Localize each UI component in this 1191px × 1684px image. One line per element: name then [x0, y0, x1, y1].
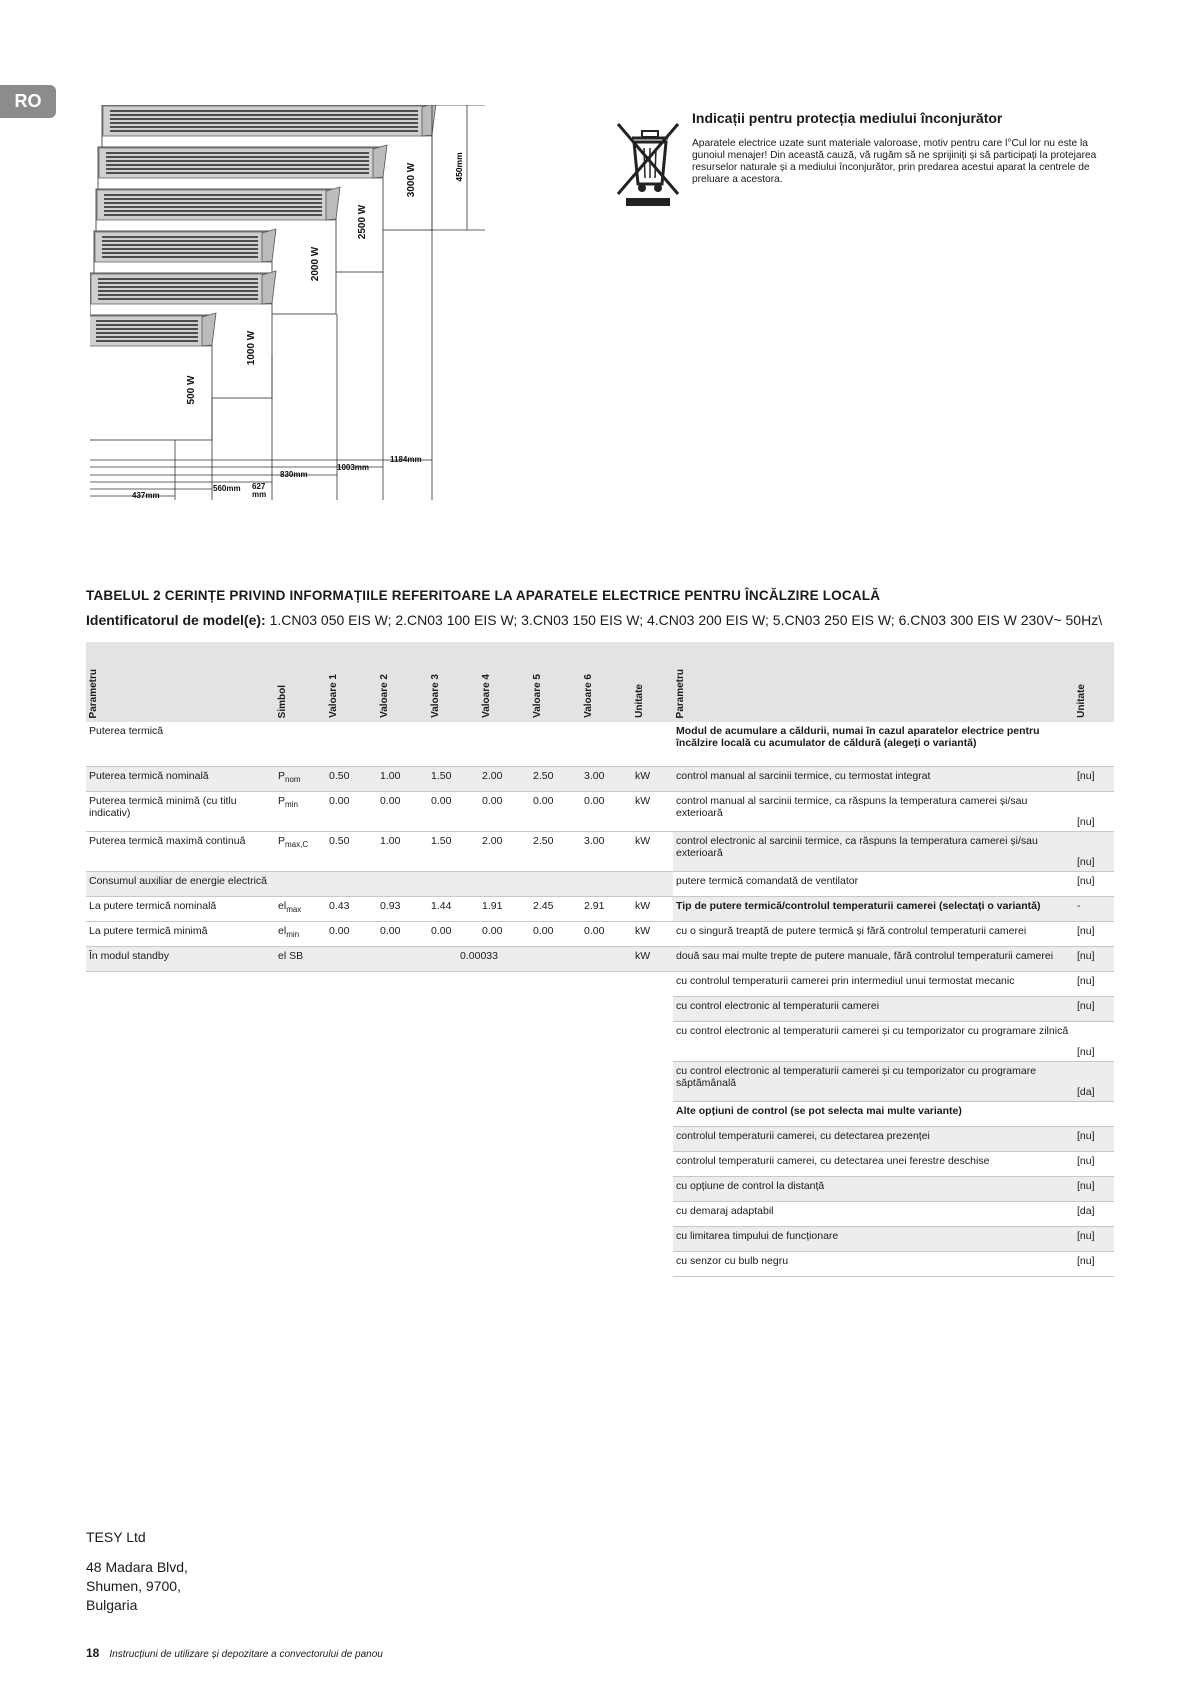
table-row [673, 996, 1114, 1021]
column-header-label: Parametru [675, 668, 686, 718]
table-row [673, 1176, 1114, 1201]
value-cell: 0.00 [479, 921, 530, 946]
value-cell: 0.00 [326, 921, 377, 946]
unit-cell [1074, 722, 1114, 766]
company-name: TESY Ltd [86, 1529, 146, 1545]
table-row [86, 946, 673, 971]
param-cell: La putere termică minimă [86, 921, 275, 946]
unit-cell: [nu] [1074, 946, 1114, 971]
value-cell: 2.50 [530, 766, 581, 791]
width-dimension-label: 560mm [213, 484, 241, 493]
symbol-cell [275, 871, 326, 896]
value-cell [428, 871, 479, 896]
unit-cell: [nu] [1074, 1021, 1114, 1061]
param-cell: cu senzor cu bulb negru [673, 1251, 1074, 1276]
param-cell: Puterea termică [86, 722, 275, 766]
symbol-subscript: max,C [285, 839, 309, 849]
param-cell: Alte opțiuni de control (se pot selecta mai multe variante) [673, 1101, 1074, 1126]
width-dimension-label: 830mm [280, 470, 308, 479]
table-row [673, 871, 1114, 896]
value-cell: 0.00 [530, 921, 581, 946]
svg-text:500 W: 500 W [186, 375, 197, 405]
unit-cell: kW [632, 831, 673, 871]
unit-cell: kW [632, 946, 673, 971]
table-title: TABELUL 2 CERINȚE PRIVIND INFORMAȚIILE REFERITOARE LA APARATELE ELECTRICE PENTRU ÎNCĂLZIRE LOCALĂ [86, 588, 881, 603]
value-cell [428, 722, 479, 766]
value-cell: 0.00 [428, 921, 479, 946]
column-header-label: Unitate [634, 684, 645, 718]
table-row [673, 1226, 1114, 1251]
column-header [581, 642, 632, 722]
language-tab: RO [0, 85, 56, 118]
unit-cell: [da] [1074, 1201, 1114, 1226]
standby-value-cell: 0.00033 [326, 946, 632, 971]
param-cell: În modul standby [86, 946, 275, 971]
param-cell: controlul temperaturii camerei, cu detectarea prezenței [673, 1126, 1074, 1151]
unit-cell: kW [632, 791, 673, 831]
param-cell: cu demaraj adaptabil [673, 1201, 1074, 1226]
model-value: 1.CN03 050 EIS W; 2.CN03 100 EIS W; 3.CN03 150 EIS W; 4.CN03 200 EIS W; 5.CN03 250 EIS W; 6.CN03 300 EIS W 230V~ 50Hz\ [265, 612, 1103, 628]
value-cell: 2.50 [530, 831, 581, 871]
column-header-label: Valoare 5 [532, 674, 543, 718]
symbol-cell [275, 722, 326, 766]
value-cell: 2.00 [479, 831, 530, 871]
model-identifier [86, 612, 1102, 628]
heater-panel [90, 313, 216, 440]
value-cell: 1.91 [479, 896, 530, 921]
unit-cell [632, 871, 673, 896]
column-header [673, 642, 1074, 722]
table-row [673, 921, 1114, 946]
width-dimension-label: 1184mm [390, 455, 422, 464]
table-row [673, 766, 1114, 791]
value-cell [377, 722, 428, 766]
environment-title: Indicații pentru protecția mediului înconjurător [692, 110, 1003, 126]
unit-cell: [nu] [1074, 971, 1114, 996]
address-line: Bulgaria [86, 1597, 138, 1613]
value-cell: 0.00 [377, 921, 428, 946]
unit-cell: [nu] [1074, 831, 1114, 871]
symbol-cell: $el_{max}$ [275, 896, 326, 921]
symbol-cell: $P_{max,C}$ [275, 831, 326, 871]
value-cell: 0.43 [326, 896, 377, 921]
column-header [479, 642, 530, 722]
width-dimension-label: 1003mm [337, 463, 370, 472]
value-cell [479, 722, 530, 766]
value-cell [377, 871, 428, 896]
value-cell [581, 722, 632, 766]
table-row [673, 1101, 1114, 1126]
value-cell: 2.91 [581, 896, 632, 921]
column-header [377, 642, 428, 722]
value-cell: 0.00 [581, 921, 632, 946]
value-cell: 0.00 [530, 791, 581, 831]
symbol-subscript: min [286, 929, 300, 939]
width-dimension-label: mm [252, 490, 267, 499]
address-line: Shumen, 9700, [86, 1578, 181, 1594]
param-cell: cu control electronic al temperaturii camerei [673, 996, 1074, 1021]
symbol-subscript: max [286, 904, 302, 914]
param-cell: Tip de putere termică/controlul temperaturii camerei (selectați o variantă) [673, 896, 1074, 921]
column-header-label: Valoare 3 [430, 674, 441, 718]
symbol-subscript: nom [285, 774, 301, 784]
table-row [86, 831, 673, 871]
table-row [673, 1126, 1114, 1151]
crossed-bin-icon [612, 118, 684, 210]
unit-cell: [nu] [1074, 1176, 1114, 1201]
width-dimension-label: 437mm [132, 491, 160, 500]
unit-cell: [da] [1074, 1061, 1114, 1101]
unit-cell: [nu] [1074, 996, 1114, 1021]
value-cell: 1.00 [377, 831, 428, 871]
column-header-label: Valoare 1 [328, 674, 339, 718]
param-cell: controlul temperaturii camerei, cu detectarea unei ferestre deschise [673, 1151, 1074, 1176]
table-row [86, 896, 673, 921]
table-row [673, 896, 1114, 921]
value-cell: 2.45 [530, 896, 581, 921]
param-cell: Consumul auxiliar de energie electrică [86, 871, 275, 896]
value-cell: 1.44 [428, 896, 479, 921]
symbol-cell: $el_{min}$ [275, 921, 326, 946]
table-row [86, 722, 673, 766]
column-header-label: Valoare 6 [583, 674, 594, 718]
param-cell: Modul de acumulare a căldurii, numai în cazul aparatelor electrice pentru încălzire locală cu acumulator de căldură (alegeți o variantă) [673, 722, 1074, 766]
param-cell: cu control electronic al temperaturii camerei și cu temporizator cu programare săptămânală [673, 1061, 1074, 1101]
value-cell: 0.50 [326, 766, 377, 791]
model-label: Identificatorul de model(e): [86, 612, 266, 628]
svg-text:2500 W: 2500 W [357, 204, 368, 240]
table-row [673, 1151, 1114, 1176]
value-cell: 0.00 [428, 791, 479, 831]
table-row [673, 722, 1114, 766]
column-header-label: Valoare 4 [481, 674, 492, 718]
column-header-label: Unitate [1076, 684, 1087, 718]
param-cell: control electronic al sarcinii termice, ca răspuns la temperatura camerei și/sau exterioară [673, 831, 1074, 871]
value-cell [326, 722, 377, 766]
param-cell: cu o singură treaptă de putere termică și fără controlul temperaturii camerei [673, 921, 1074, 946]
value-cell: 0.00 [326, 791, 377, 831]
table-row [673, 971, 1114, 996]
svg-text:2000 W: 2000 W [310, 246, 321, 282]
value-cell: 0.00 [377, 791, 428, 831]
param-cell: cu control electronic al temperaturii camerei și cu temporizator cu programare zilnică [673, 1021, 1074, 1061]
table-row [673, 946, 1114, 971]
table-row [673, 1061, 1114, 1101]
unit-cell: kW [632, 766, 673, 791]
value-cell: 3.00 [581, 766, 632, 791]
column-header [275, 642, 326, 722]
company-address [86, 1528, 188, 1615]
address-line: 48 Madara Blvd, [86, 1559, 188, 1575]
value-cell: 0.00 [479, 791, 530, 831]
table-row [86, 791, 673, 831]
table-row [673, 1251, 1114, 1276]
value-cell [530, 722, 581, 766]
param-cell: cu opțiune de control la distanță [673, 1176, 1074, 1201]
param-cell: control manual al sarcinii termice, cu termostat integrat [673, 766, 1074, 791]
table-row [673, 1201, 1114, 1226]
right-parameter-table [673, 642, 1114, 1277]
unit-cell: [nu] [1074, 766, 1114, 791]
column-header [428, 642, 479, 722]
unit-cell: [nu] [1074, 1226, 1114, 1251]
unit-cell: [nu] [1074, 1151, 1114, 1176]
unit-cell: [nu] [1074, 1126, 1114, 1151]
page-footer-title: Instrucțiuni de utilizare și depozitare a convectorului de panou [109, 1649, 383, 1660]
param-cell: cu limitarea timpului de funcționare [673, 1226, 1074, 1251]
param-cell: Puterea termică maximă continuă [86, 831, 275, 871]
column-header-label: Simbol [277, 684, 288, 718]
unit-cell: [nu] [1074, 921, 1114, 946]
param-cell: putere termică comandată de ventilator [673, 871, 1074, 896]
param-cell: două sau mai multe trepte de putere manuale, fără controlul temperaturii camerei [673, 946, 1074, 971]
page-footer [86, 1646, 383, 1660]
param-cell: La putere termică nominală [86, 896, 275, 921]
value-cell [479, 871, 530, 896]
unit-cell: [nu] [1074, 871, 1114, 896]
table-row [86, 766, 673, 791]
value-cell: 2.00 [479, 766, 530, 791]
value-cell [581, 871, 632, 896]
param-cell: Puterea termică nominală [86, 766, 275, 791]
width-dimension-label: 627 [252, 482, 266, 491]
value-cell: 1.00 [377, 766, 428, 791]
symbol-cell: $P_{min}$ [275, 791, 326, 831]
environment-text: Aparatele electrice uzate sunt materiale valoroase, motiv pentru care l°Cul lor nu este la gunoiul menajer! Din această cauză, vă rugăm să ne sprijiniți și să participați la protejarea resurselor naturale și a mediului înconjurător, prin predarea acestui aparat la centrele de preluare a acestora. [692, 138, 1097, 185]
unit-cell: kW [632, 921, 673, 946]
table-row [673, 791, 1114, 831]
param-cell: cu controlul temperaturii camerei prin intermediul unui termostat mecanic [673, 971, 1074, 996]
unit-cell: [nu] [1074, 791, 1114, 831]
table-row [86, 871, 673, 896]
param-cell: control manual al sarcinii termice, ca răspuns la temperatura camerei și/sau exterioară [673, 791, 1074, 831]
table-row [673, 1021, 1114, 1061]
column-header-label: Valoare 2 [379, 674, 390, 718]
value-cell: 0.00 [581, 791, 632, 831]
page-number: 18 [86, 1646, 100, 1660]
param-cell: Puterea termică minimă (cu titlu indicativ) [86, 791, 275, 831]
svg-text:450mm: 450mm [454, 152, 464, 182]
value-cell: 0.50 [326, 831, 377, 871]
unit-cell: - [1074, 896, 1114, 921]
value-cell [530, 871, 581, 896]
left-parameter-table [86, 642, 673, 972]
svg-text:3000 W: 3000 W [406, 162, 417, 198]
unit-cell [1074, 1101, 1114, 1126]
column-header-label: Parametru [88, 668, 99, 718]
column-header [86, 642, 275, 722]
value-cell: 0.93 [377, 896, 428, 921]
column-header [530, 642, 581, 722]
symbol-subscript: min [285, 799, 298, 809]
table-row [86, 921, 673, 946]
unit-cell: kW [632, 896, 673, 921]
unit-cell [632, 722, 673, 766]
column-header [326, 642, 377, 722]
heater-size-diagram [90, 105, 540, 545]
column-header [632, 642, 673, 722]
symbol-cell: $P_{nom}$ [275, 766, 326, 791]
column-header [1074, 642, 1114, 722]
value-cell: 1.50 [428, 831, 479, 871]
symbol-cell: el SB [275, 946, 326, 971]
value-cell [326, 871, 377, 896]
value-cell: 3.00 [581, 831, 632, 871]
unit-cell: [nu] [1074, 1251, 1114, 1276]
table-row [673, 831, 1114, 871]
svg-text:1000 W: 1000 W [246, 330, 257, 366]
value-cell: 1.50 [428, 766, 479, 791]
